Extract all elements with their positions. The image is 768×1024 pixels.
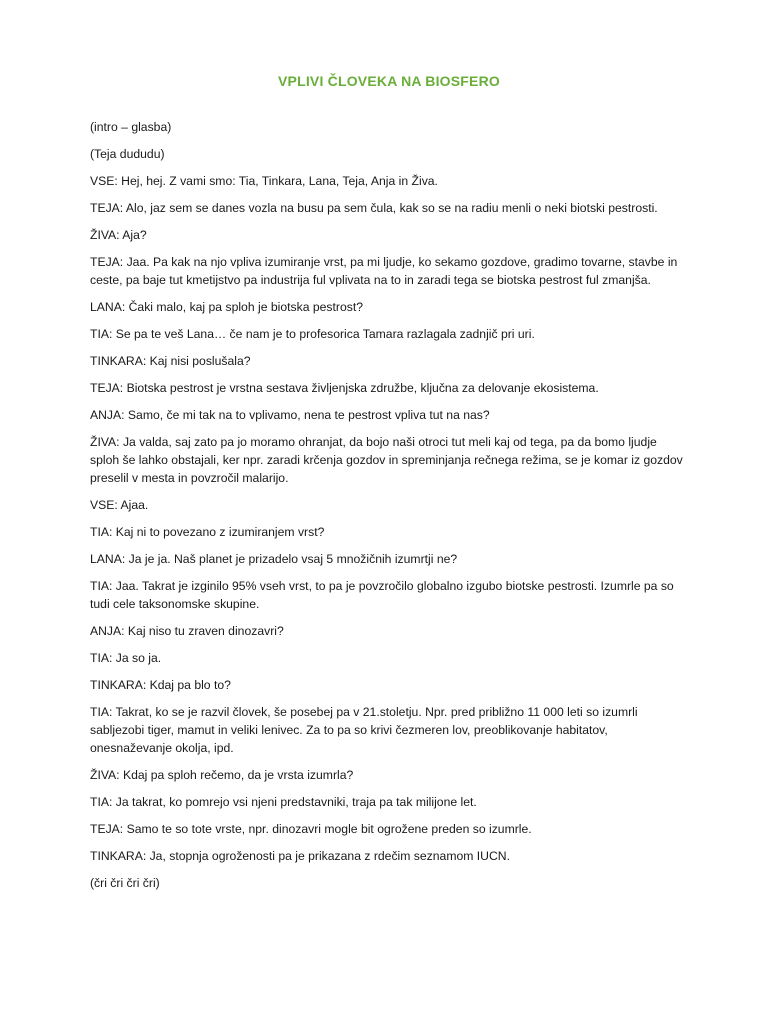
paragraph: TEJA: Jaa. Pa kak na njo vpliva izumiranje vrst, pa mi ljudje, ko sekamo gozdove, gradimo tovarne, stavbe in ceste, pa baje tut kmetijstvo pa industrija ful vplivata na to in zaradi tega se biotska pestrost ful zmanjša.: [90, 255, 678, 287]
paragraph: TIA: Se pa te veš Lana… če nam je to profesorica Tamara razlagala zadnjič pri uri.: [90, 327, 535, 341]
paragraph: (čri čri čri čri): [90, 876, 160, 890]
paragraph: (Teja dududu): [90, 147, 165, 161]
paragraph: TIA: Kaj ni to povezano z izumiranjem vrst?: [90, 525, 325, 539]
paragraph: TIA: Ja takrat, ko pomrejo vsi njeni predstavniki, traja pa tak milijone let.: [90, 795, 477, 809]
paragraph: ANJA: Samo, če mi tak na to vplivamo, nena te pestrost vpliva tut na nas?: [90, 408, 490, 422]
paragraph: TIA: Ja so ja.: [90, 651, 162, 665]
paragraph: ŽIVA: Aja?: [90, 228, 147, 242]
paragraph: TEJA: Alo, jaz sem se danes vozla na busu pa sem čula, kak so se na radiu menli o neki biotski pestrosti.: [90, 201, 658, 215]
paragraph: LANA: Čaki malo, kaj pa sploh je biotska pestrost?: [90, 300, 363, 314]
page-title: VPLIVI ČLOVEKA NA BIOSFERO: [278, 73, 500, 89]
paragraph: TINKARA: Kaj nisi poslušala?: [90, 354, 251, 368]
paragraph: (intro – glasba): [90, 120, 172, 134]
paragraph: TINKARA: Kdaj pa blo to?: [90, 678, 231, 692]
paragraph: TIA: Jaa. Takrat je izginilo 95% vseh vrst, to pa je povzročilo globalno izgubo biotske pestrosti. Izumrle pa so tudi cele taksonomske skupine.: [90, 579, 674, 611]
paragraph: VSE: Ajaa.: [90, 498, 149, 512]
paragraph: TEJA: Samo te so tote vrste, npr. dinozavri mogle bit ogrožene preden so izumrle.: [90, 822, 532, 836]
paragraph: VSE: Hej, hej. Z vami smo: Tia, Tinkara, Lana, Teja, Anja in Živa.: [90, 174, 438, 188]
paragraph: TEJA: Biotska pestrost je vrstna sestava življenjska združbe, ključna za delovanje ekosistema.: [90, 381, 599, 395]
paragraph: ŽIVA: Kdaj pa sploh rečemo, da je vrsta izumrla?: [90, 768, 354, 782]
paragraph: ŽIVA: Ja valda, saj zato pa jo moramo ohranjat, da bojo naši otroci tut meli kaj od tega, pa da bomo ljudje sploh še lahko obstajali, ker npr. zaradi krčenja gozdov in spreminjanja rečnega režima, se je komar iz gozdov preselil v mesta in povzročil malarijo.: [90, 435, 683, 485]
paragraph: LANA: Ja je ja. Naš planet je prizadelo vsaj 5 množičnih izumrtji ne?: [90, 552, 458, 566]
paragraph: TINKARA: Ja, stopnja ogroženosti pa je prikazana z rdečim seznamom IUCN.: [90, 849, 510, 863]
paragraph: ANJA: Kaj niso tu zraven dinozavri?: [90, 624, 284, 638]
paragraph: TIA: Takrat, ko se je razvil človek, še posebej pa v 21.stoletju. Npr. pred približno 11 000 leti so izumrli sabljezobi tiger, mamut in veliki lenivec. Za to pa so krivi čezmeren lov, preoblikovanje habitatov, onesnaževanje okolja, ipd.: [90, 705, 638, 755]
